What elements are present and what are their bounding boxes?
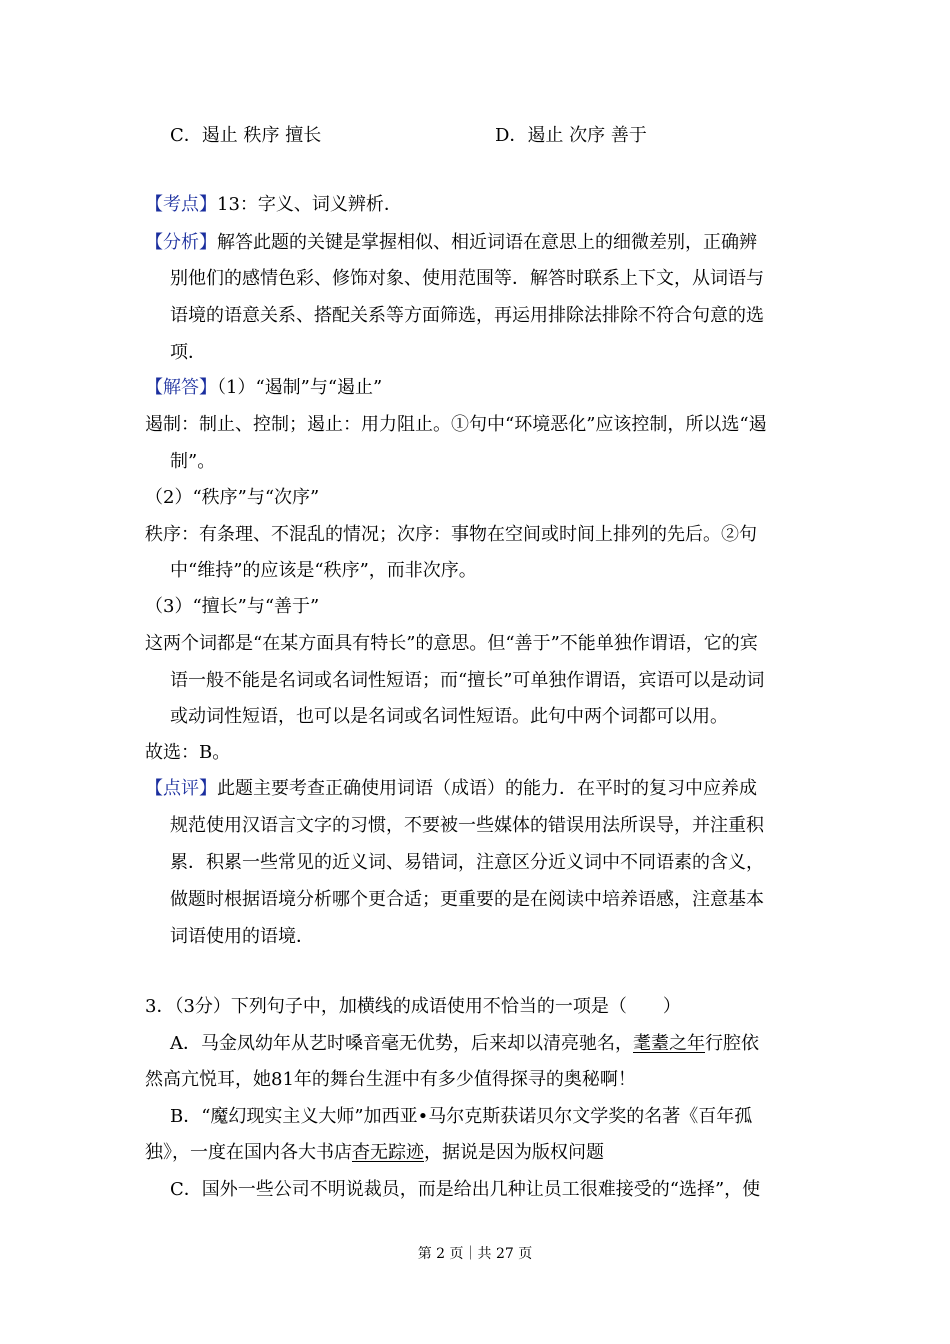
jieda-line-7: 这两个词都是“在某方面具有特长”的意思。但“善于”不能单独作谓语，它的宾 [145,633,758,654]
dianping-line-3: 累．积累一些常见的近义词、易错词，注意区分近义词中不同语素的含义， [170,852,764,873]
option-d-prev: D．遏止 次序 善于 [495,125,647,146]
fenxi-line-2: 别他们的感情色彩、修饰对象、使用范围等．解答时联系上下文，从词语与 [170,268,764,289]
option-b-idiom: 杳无踪迹 [352,1142,424,1163]
jieda-line-6: （3）“擅长”与“善于” [145,596,320,617]
dianping-line-1 [145,777,757,801]
dianping-text: 此题主要考查正确使用词语（成语）的能力．在平时的复习中应养成 [217,778,757,799]
jieda-line-5: 中“维持”的应该是“秩序”，而非次序。 [170,560,477,581]
jieda-answer: 故选：B。 [145,742,231,763]
fenxi-line-1 [145,231,757,255]
kaodian-text: 13：字义、词义辨析． [217,194,402,215]
jieda-line-8: 语一般不能是名词或名词性短语；而“擅长”可单独作谓语，宾语可以是动词 [170,670,765,691]
option-a-idiom: 耄耋之年 [633,1033,705,1054]
option-b-post: ，据说是因为版权问题 [424,1142,604,1163]
option-b-line-1: B．“魔幻现实主义大师”加西亚•马尔克斯获诺贝尔文学奖的名著《百年孤 [170,1106,753,1127]
option-c-line-1: C．国外一些公司不明说裁员，而是给出几种让员工很难接受的“选择”，使 [170,1179,761,1200]
jieda-line-3: （2）“秩序”与“次序” [145,487,320,508]
question-3-stem: 3．（3分）下列句子中，加横线的成语使用不恰当的一项是（ ） [145,996,681,1017]
dianping-tag: 【点评】 [145,778,217,799]
kaodian-tag: 【考点】 [145,194,217,215]
kaodian [145,193,402,217]
option-b-line-2 [145,1141,604,1165]
option-a-post: 行腔依 [705,1033,759,1054]
jieda-line-2: 制”。 [170,451,216,472]
dianping-line-4: 做题时根据语境分析哪个更合适；更重要的是在阅读中培养语感，注意基本 [170,889,764,910]
jieda-line-1: 遏制：制止、控制；遏止：用力阻止。①句中“环境恶化”应该控制，所以选“遏 [145,414,767,435]
fenxi-text: 解答此题的关键是掌握相似、相近词语在意思上的细微差别，正确辨 [217,232,757,253]
option-b-pre: 独》，一度在国内各大书店 [145,1142,352,1163]
jieda-head-text: （1）“遏制”与“遏止” [217,377,383,398]
jieda-line-9: 或动词性短语，也可以是名词或名词性短语。此句中两个词都可以用。 [170,706,728,727]
jieda-tag: 【解答】 [145,377,217,398]
option-a-line-2: 然高亢悦耳，她81年的舞台生涯中有多少值得探寻的奥秘啊！ [145,1069,636,1090]
jieda-head [145,376,382,400]
dianping-line-2: 规范使用汉语言文字的习惯，不要被一些媒体的错误用法所误导，并注重积 [170,815,764,836]
fenxi-tag: 【分析】 [145,232,217,253]
option-a-pre: A．马金凤幼年从艺时嗓音毫无优势，后来却以清亮驰名， [170,1033,633,1054]
jieda-line-4: 秩序：有条理、不混乱的情况；次序：事物在空间或时间上排列的先后。②句 [145,524,757,545]
option-a-line-1 [170,1032,759,1056]
page-footer: 第 2 页｜共 27 页 [417,1246,533,1262]
option-c-prev: C．遏止 秩序 擅长 [170,125,322,146]
fenxi-line-3: 语境的语意关系、搭配关系等方面筛选，再运用排除法排除不符合句意的选 [170,305,764,326]
dianping-line-5: 词语使用的语境． [170,926,314,947]
fenxi-line-4: 项． [170,342,206,363]
